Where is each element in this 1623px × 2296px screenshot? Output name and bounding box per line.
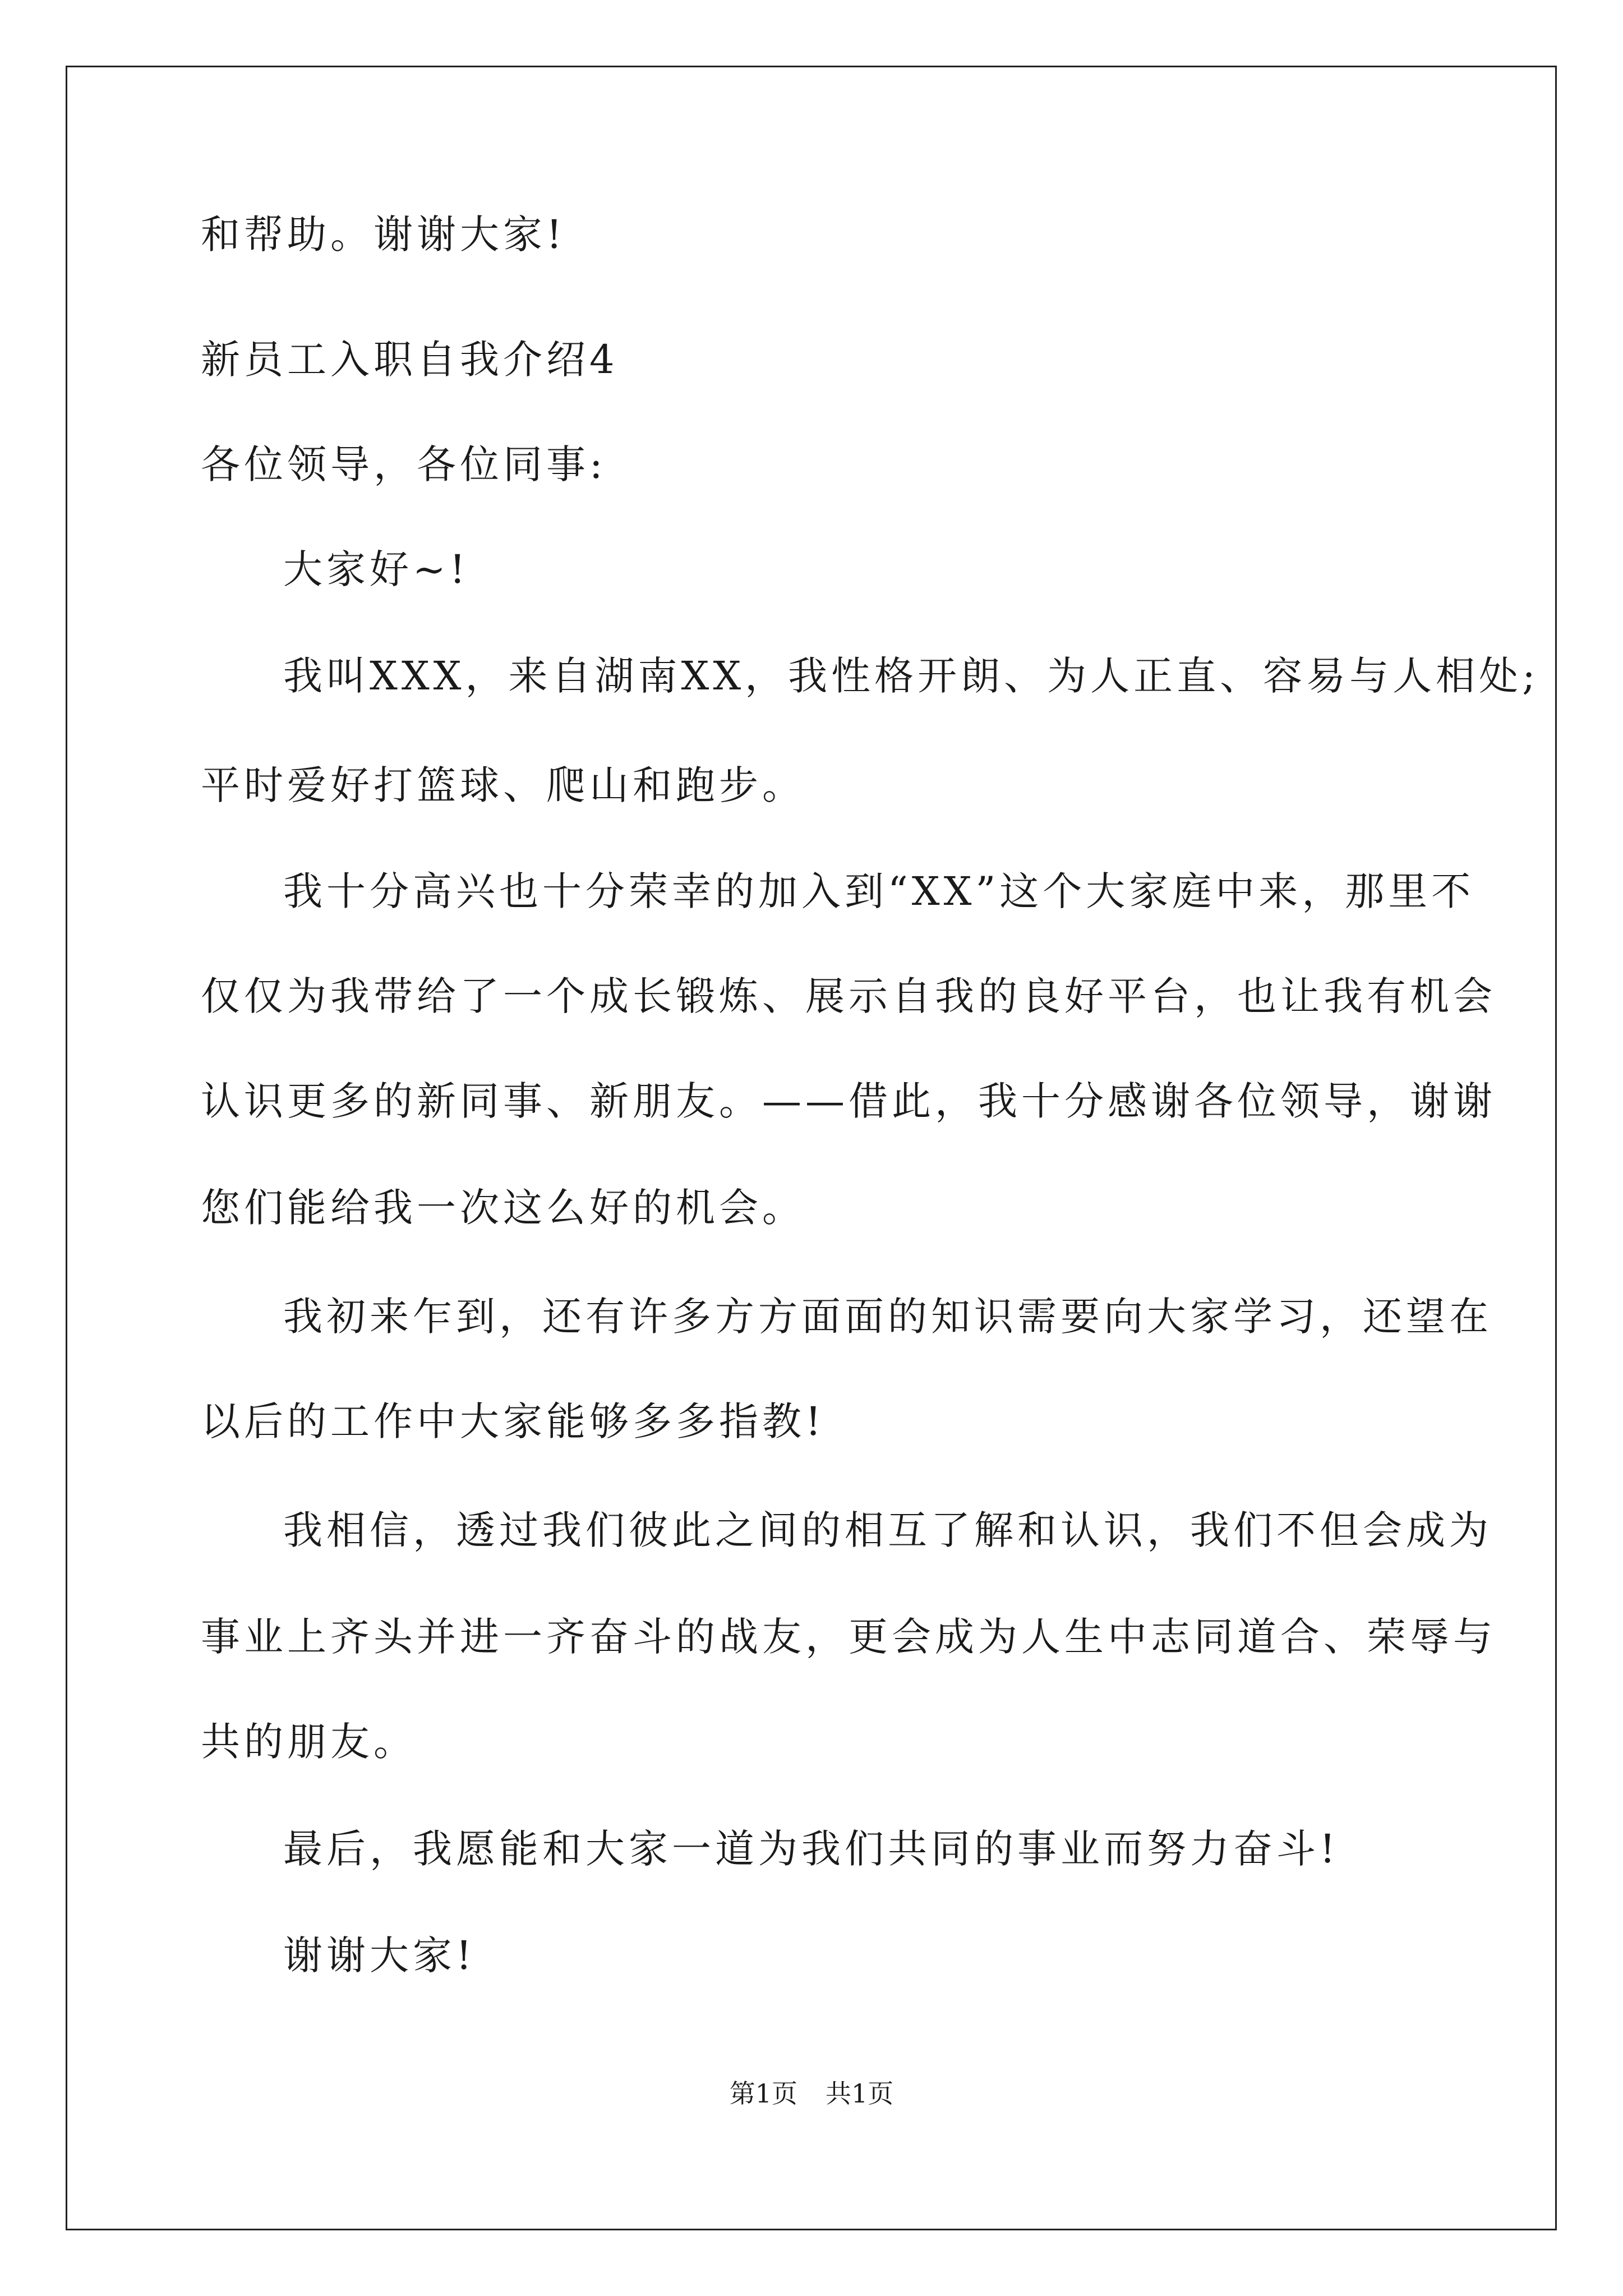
paragraph-line: 平时爱好打篮球、爬山和跑步。 xyxy=(201,762,805,808)
page-number: 第1页 xyxy=(729,2078,797,2109)
paragraph-line: 以后的工作中大家能够多多指教! xyxy=(201,1398,826,1444)
section-title: 新员工入职自我介绍4 xyxy=(201,337,619,383)
greeting: 大家好~! xyxy=(283,546,469,592)
page-footer xyxy=(0,2077,1623,2110)
paragraph-line: 事业上齐头并进一齐奋斗的战友，更会成为人生中志同道合、荣辱与 xyxy=(201,1614,1496,1660)
paragraph-line: 我叫XXX，来自湖南XX，我性格开朗、为人正直、容易与人相处; xyxy=(283,653,1539,699)
paragraph-line: 我相信，透过我们彼此之间的相互了解和认识，我们不但会成为 xyxy=(283,1507,1492,1553)
paragraph-line: 共的朋友。 xyxy=(201,1719,417,1765)
paragraph-line: 我十分高兴也十分荣幸的加入到“XX”这个大家庭中来，那里不 xyxy=(283,868,1475,914)
paragraph-line: 最后，我愿能和大家一道为我们共同的事业而努力奋斗! xyxy=(283,1826,1340,1872)
paragraph-line: 仅仅为我带给了一个成长锻炼、展示自我的良好平台，也让我有机会 xyxy=(201,973,1496,1019)
paragraph-line: 您们能给我一次这么好的机会。 xyxy=(201,1185,805,1231)
page-total: 共1页 xyxy=(826,2078,894,2109)
salutation: 各位领导，各位同事: xyxy=(201,441,607,487)
closing-line: 谢谢大家! xyxy=(283,1932,476,1978)
paragraph-line: 我初来乍到，还有许多方方面面的知识需要向大家学习，还望在 xyxy=(283,1294,1492,1340)
paragraph-line: 认识更多的新同事、新朋友。——借此，我十分感谢各位领导，谢谢 xyxy=(201,1078,1496,1124)
text-line: 和帮助。谢谢大家! xyxy=(201,211,566,257)
page-border xyxy=(66,66,1557,2230)
